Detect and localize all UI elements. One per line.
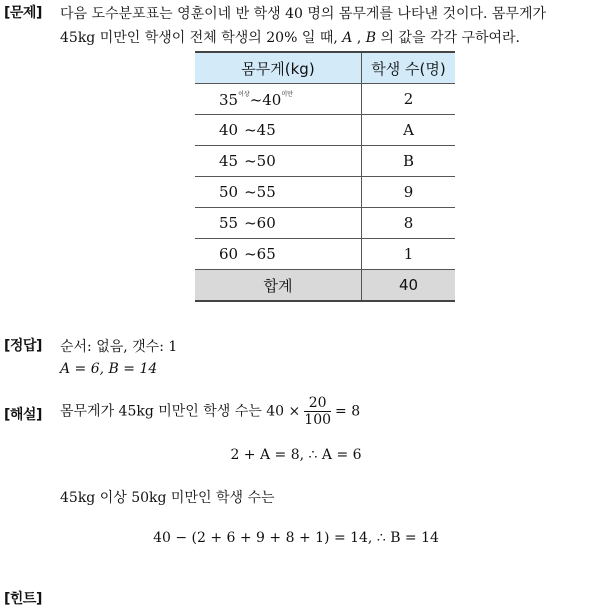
answer-line2: A = 6, B = 14 bbox=[60, 361, 158, 377]
weight-range bbox=[195, 84, 362, 115]
table-row bbox=[195, 115, 455, 146]
range-from: 40 bbox=[219, 121, 239, 139]
range-tilde: ~ bbox=[244, 183, 257, 201]
problem-text-line2-start: 45kg 미만인 학생이 전체 학생의 20% 일 때, bbox=[60, 30, 343, 46]
count-cell: A bbox=[362, 115, 456, 146]
table-row bbox=[195, 146, 455, 177]
fraction-numerator: 20 bbox=[304, 395, 331, 412]
frequency-table bbox=[195, 51, 455, 302]
table-row bbox=[195, 84, 455, 115]
equation-1: 2 + A = 8, ∴ A = 6 bbox=[230, 447, 362, 463]
equation-2: 40 − (2 + 6 + 9 + 8 + 1) = 14, ∴ B = 14 bbox=[153, 530, 439, 546]
range-tilde: ~ bbox=[244, 245, 257, 263]
range-from: 55 bbox=[219, 214, 239, 232]
var-a: A bbox=[342, 30, 353, 46]
range-to: 40 bbox=[262, 91, 282, 109]
header-weight: 몸무게(kg) bbox=[195, 52, 362, 84]
table-header-row bbox=[195, 52, 455, 84]
range-tilde: ~ bbox=[244, 214, 257, 232]
range-tilde: ~ bbox=[244, 121, 257, 139]
range-tilde: ~ bbox=[244, 152, 257, 170]
answer-tag: [정답] bbox=[4, 338, 42, 354]
answer-line1: 순서: 없음, 갯수: 1 bbox=[60, 339, 178, 355]
total-value: 40 bbox=[362, 270, 456, 302]
table-total-row bbox=[195, 270, 455, 302]
range-to: 65 bbox=[256, 245, 276, 263]
count-cell: B bbox=[362, 146, 456, 177]
separator: , bbox=[352, 30, 366, 46]
fraction bbox=[304, 395, 331, 428]
range-from: 35 bbox=[219, 91, 239, 109]
count-cell: 8 bbox=[362, 208, 456, 239]
explanation-line1-text: 몸무게가 45kg 미만인 학생 수는 40 × bbox=[60, 403, 301, 420]
problem-tag: [문제] bbox=[4, 5, 42, 21]
problem-text-line2-end: 의 값을 각각 구하여라. bbox=[376, 30, 520, 46]
header-count: 학생 수(명) bbox=[362, 52, 456, 84]
count-cell: 2 bbox=[362, 84, 456, 115]
weight-range bbox=[195, 208, 362, 239]
total-label: 합계 bbox=[195, 270, 362, 302]
table-row bbox=[195, 177, 455, 208]
range-to: 45 bbox=[256, 121, 276, 139]
explanation-line1 bbox=[60, 395, 360, 428]
weight-range bbox=[195, 146, 362, 177]
explanation-line2: 45kg 이상 50kg 미만인 학생 수는 bbox=[60, 490, 275, 506]
range-to: 50 bbox=[256, 152, 276, 170]
table-row bbox=[195, 208, 455, 239]
range-from: 45 bbox=[219, 152, 239, 170]
explanation-tag: [해설] bbox=[4, 407, 42, 423]
range-to-note: 미만 bbox=[281, 91, 293, 98]
explanation-line1-result: = 8 bbox=[335, 403, 361, 420]
hint-tag: [힌트] bbox=[4, 591, 42, 607]
range-to: 55 bbox=[256, 183, 276, 201]
problem-text-line1: 다음 도수분포표는 영훈이네 반 학생 40 명의 몸무게를 나타낸 것이다. 몸무게가 bbox=[60, 6, 547, 22]
table-row bbox=[195, 239, 455, 270]
weight-range bbox=[195, 115, 362, 146]
weight-range bbox=[195, 239, 362, 270]
range-to: 60 bbox=[256, 214, 276, 232]
range-from-note: 이상 bbox=[238, 91, 250, 98]
fraction-denominator: 100 bbox=[304, 412, 332, 428]
count-cell: 9 bbox=[362, 177, 456, 208]
count-cell: 1 bbox=[362, 239, 456, 270]
range-from: 60 bbox=[219, 245, 239, 263]
problem-text-line2 bbox=[60, 27, 520, 47]
weight-range bbox=[195, 177, 362, 208]
var-b: B bbox=[365, 30, 377, 46]
range-tilde: ~ bbox=[249, 91, 263, 109]
range-from: 50 bbox=[219, 183, 239, 201]
